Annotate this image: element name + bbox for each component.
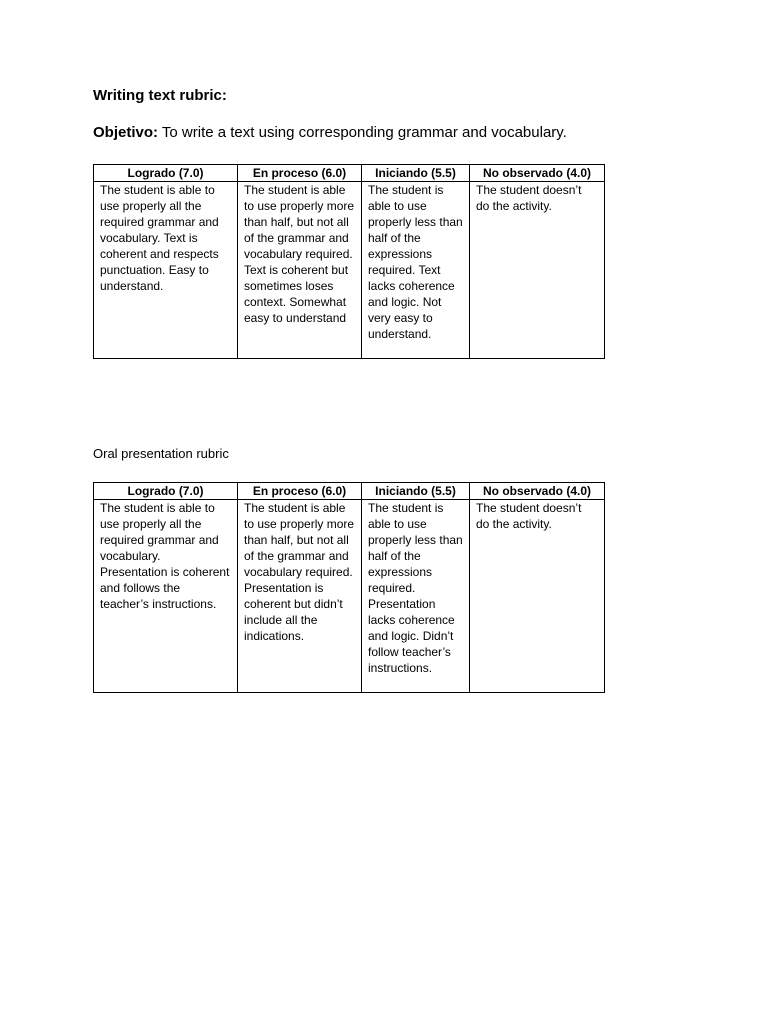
table-header-row	[94, 483, 605, 500]
objective-line	[93, 124, 567, 141]
objective-text: To write a text using corresponding grammar and vocabulary.	[158, 124, 567, 141]
oral-rubric-table	[93, 482, 605, 693]
header-no-observado: No observado (4.0)	[470, 483, 605, 500]
objective-label: Objetivo:	[93, 124, 159, 141]
header-logrado: Logrado (7.0)	[94, 165, 238, 182]
cell-iniciando: The student is able to use properly less than half of the expressions required. Text lacks coherence and logic. Not very easy to understand.	[362, 182, 470, 359]
cell-no-observado: The student doesn’t do the activity.	[470, 182, 605, 359]
header-en-proceso: En proceso (6.0)	[238, 483, 362, 500]
table-row	[94, 500, 605, 693]
header-no-observado: No observado (4.0)	[470, 165, 605, 182]
writing-rubric-title: Writing text rubric:	[93, 87, 227, 104]
oral-rubric-title: Oral presentation rubric	[93, 446, 229, 461]
header-en-proceso: En proceso (6.0)	[238, 165, 362, 182]
cell-en-proceso: The student is able to use properly more than half, but not all of the grammar and vocabulary required. Presentation is coherent but didn’t include all the indications.	[238, 500, 362, 693]
table-header-row	[94, 165, 605, 182]
cell-logrado: The student is able to use properly all the required grammar and vocabulary. Presentation is coherent and follows the teacher’s instructions.	[94, 500, 238, 693]
header-iniciando: Iniciando (5.5)	[362, 483, 470, 500]
writing-rubric-table	[93, 164, 605, 359]
header-iniciando: Iniciando (5.5)	[362, 165, 470, 182]
cell-en-proceso: The student is able to use properly more than half, but not all of the grammar and vocabulary required. Text is coherent but sometimes loses context. Somewhat easy to understand	[238, 182, 362, 359]
cell-iniciando: The student is able to use properly less than half of the expressions required. Presentation lacks coherence and logic. Didn’t follow teacher’s instructions.	[362, 500, 470, 693]
table-row	[94, 182, 605, 359]
cell-no-observado: The student doesn’t do the activity.	[470, 500, 605, 693]
cell-logrado: The student is able to use properly all the required grammar and vocabulary. Text is coherent and respects punctuation. Easy to understand.	[94, 182, 238, 359]
header-logrado: Logrado (7.0)	[94, 483, 238, 500]
